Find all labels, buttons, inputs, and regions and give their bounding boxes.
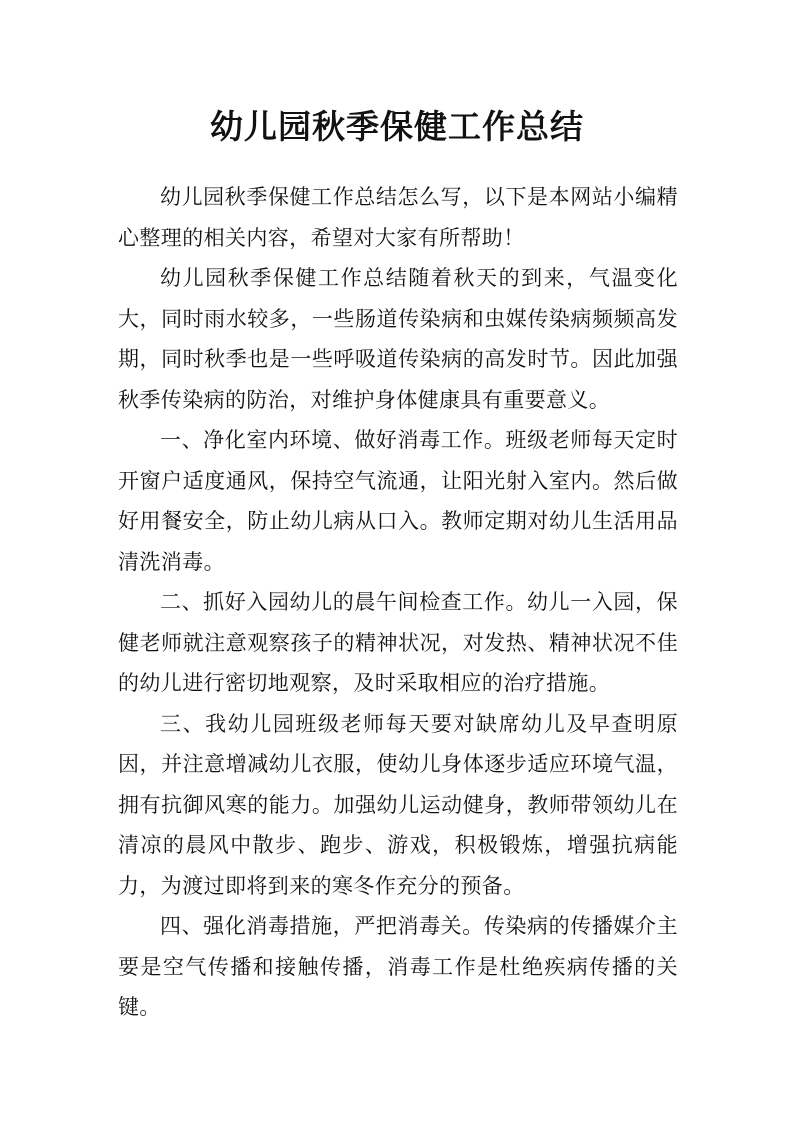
document-title: 幼儿园秋季保健工作总结: [210, 107, 584, 146]
paragraph-section-1: 一、净化室内环境、做好消毒工作。班级老师每天定时开窗户适度通风，保持空气流通，让阳光射入室内。然后做好用餐安全，防止幼儿病从口入。教师定期对幼儿生活用品清洗消毒。: [118, 428, 678, 574]
document-body: [118, 177, 678, 1028]
paragraph-section-4: 四、强化消毒措施，严把消毒关。传染病的传播媒介主要是空气传播和接触传播，消毒工作是杜绝疾病传播的关键。: [118, 914, 678, 1019]
paragraph-overview: 幼儿园秋季保健工作总结随着秋天的到来，气温变化大，同时雨水较多，一些肠道传染病和虫媒传染病频频高发期，同时秋季也是一些呼吸道传染病的高发时节。因此加强秋季传染病的防治，对维护身体健康具有重要意义。: [118, 266, 678, 412]
paragraph-section-3: 三、我幼儿园班级老师每天要对缺席幼儿及早查明原因，并注意增减幼儿衣服，使幼儿身体逐步适应环境气温，拥有抗御风寒的能力。加强幼儿运动健身，教师带领幼儿在清凉的晨风中散步、跑步、游戏，积极锻炼，增强抗病能力，为渡过即将到来的寒冬作充分的预备。: [118, 711, 678, 898]
paragraph-section-2: 二、抓好入园幼儿的晨午间检查工作。幼儿一入园，保健老师就注意观察孩子的精神状况，对发热、精神状况不佳的幼儿进行密切地观察，及时采取相应的治疗措施。: [118, 590, 678, 695]
paragraph-intro: 幼儿园秋季保健工作总结怎么写，以下是本网站小编精心整理的相关内容，希望对大家有所帮助！: [118, 185, 678, 250]
